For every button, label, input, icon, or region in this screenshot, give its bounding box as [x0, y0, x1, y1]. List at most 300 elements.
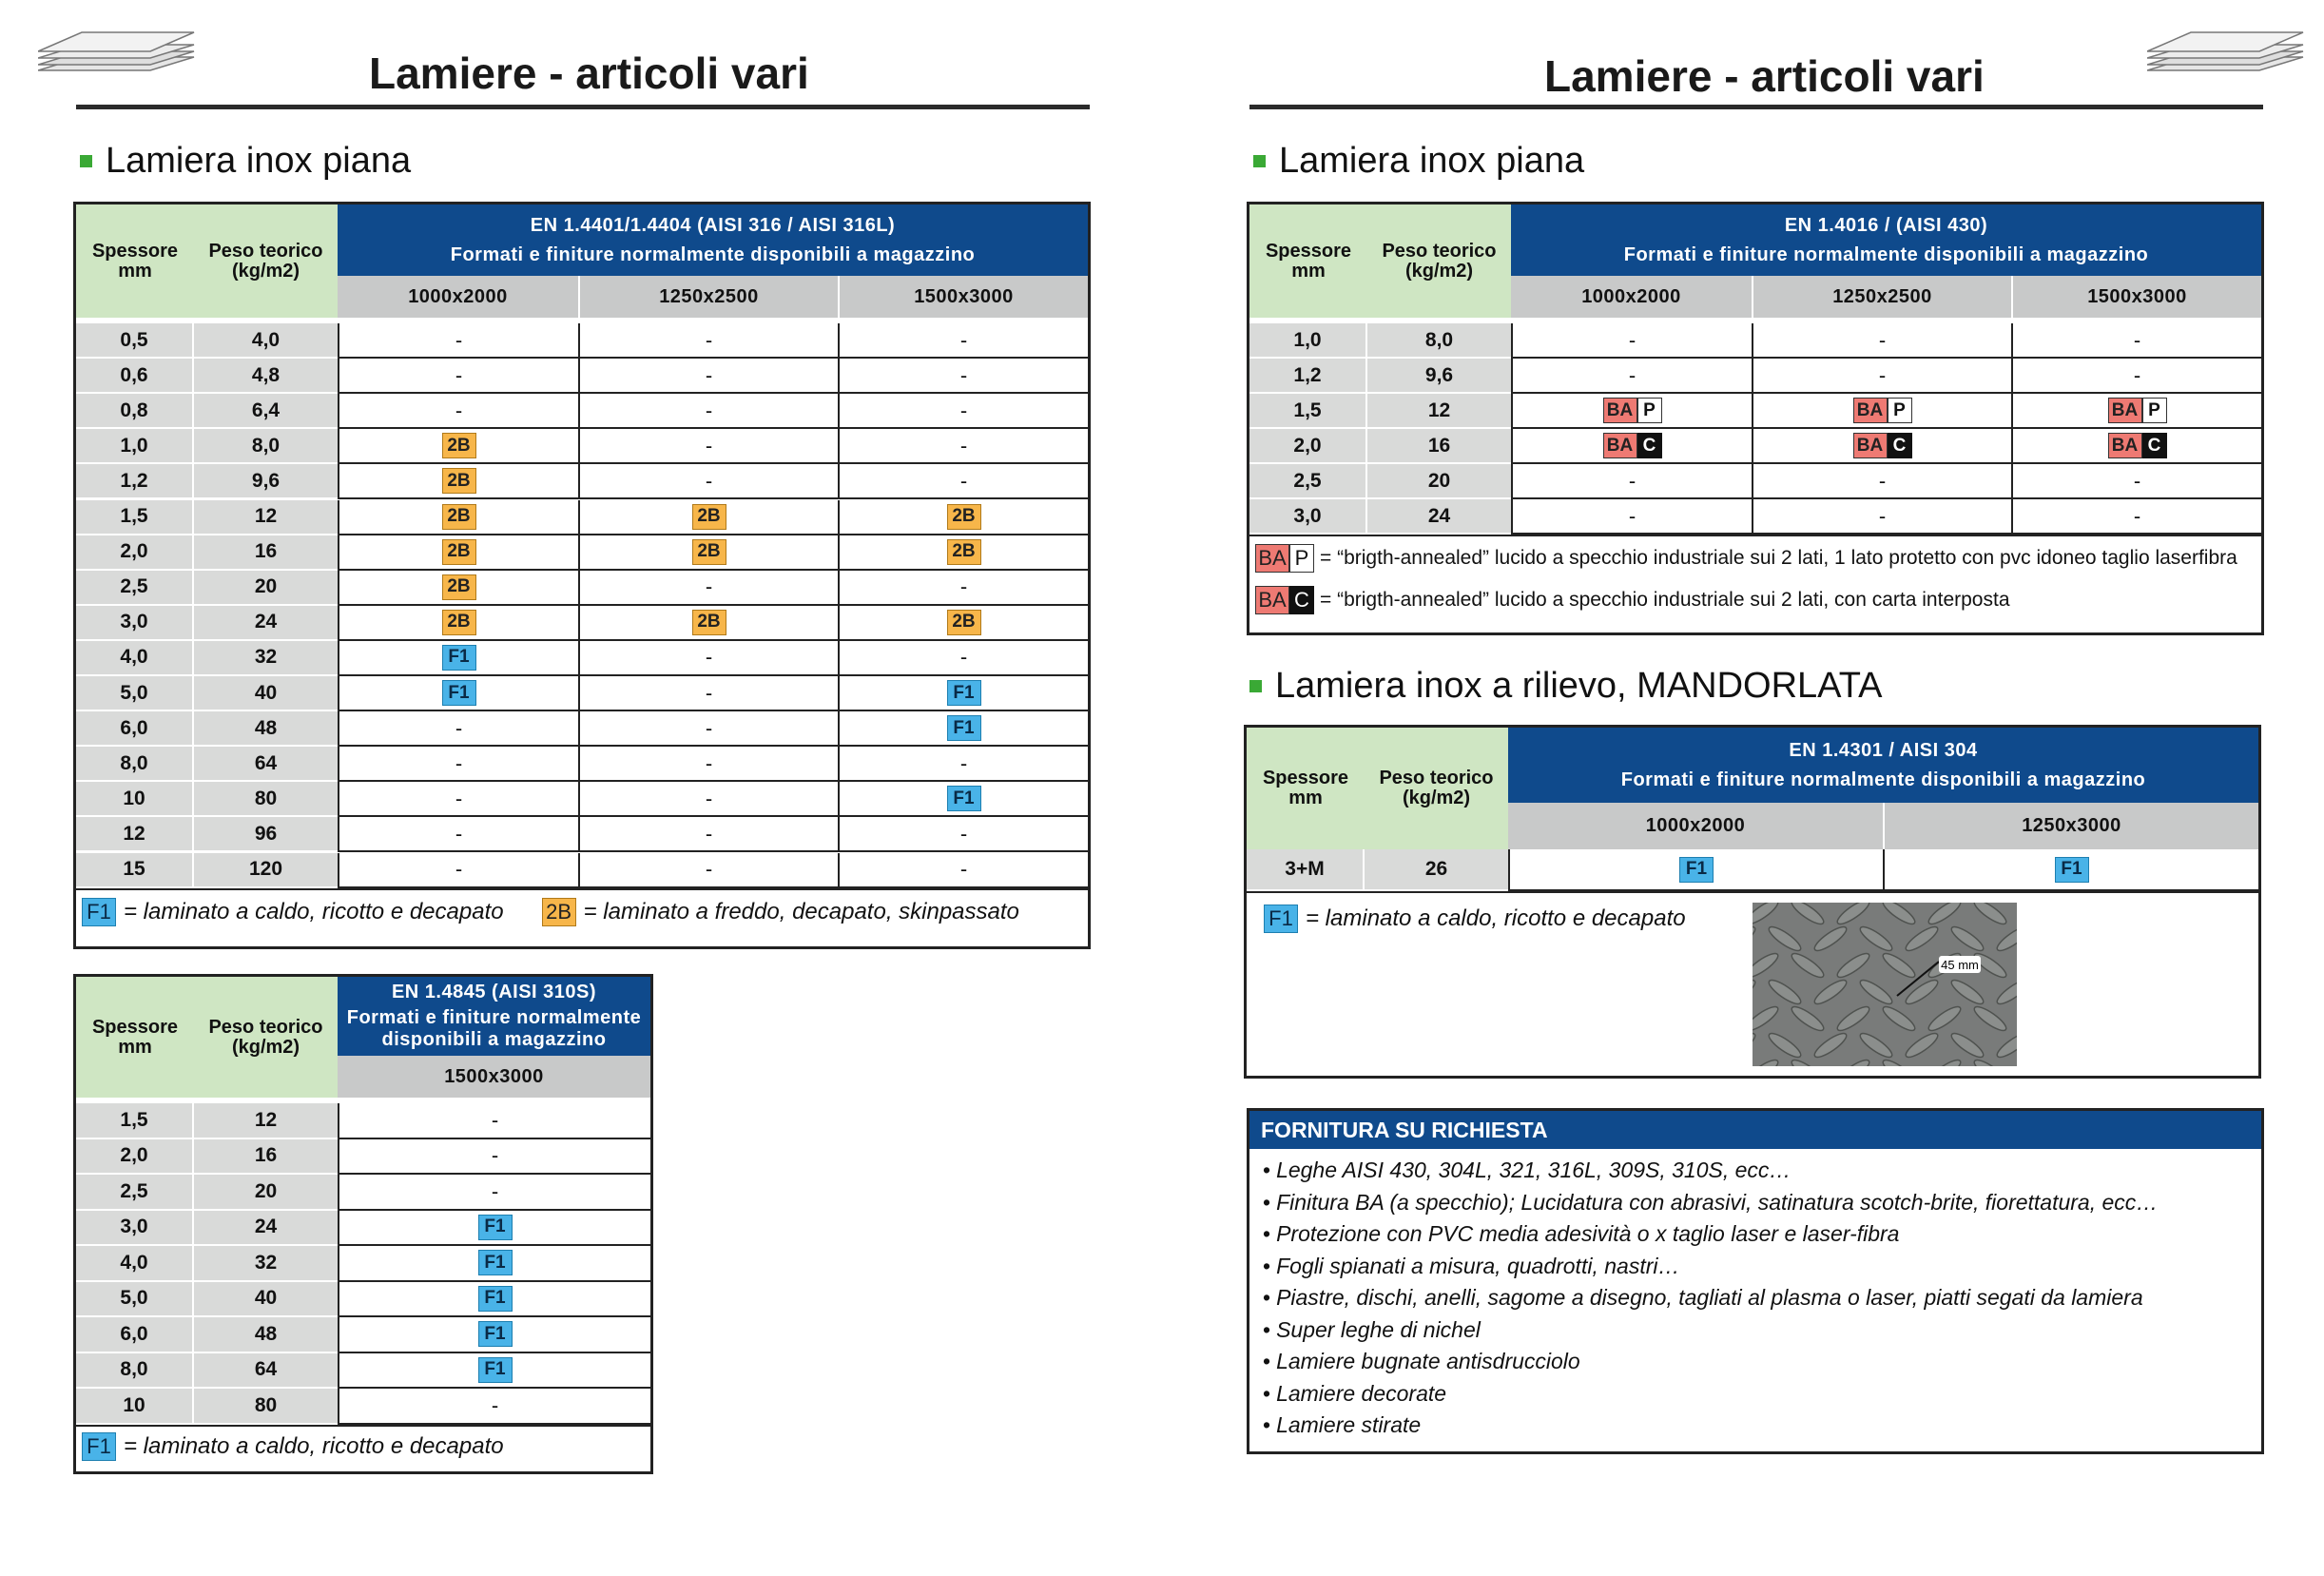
request-item: [1263, 1155, 2158, 1187]
value-cell: [338, 1282, 650, 1318]
value-cell: [1752, 429, 2011, 464]
finish-tag-ba: BA: [1853, 433, 1888, 458]
value-cell: [838, 641, 1088, 676]
dash-value: -: [705, 821, 713, 846]
spessore-cell: 1,2: [76, 464, 194, 499]
format-header: 1000x2000: [1508, 803, 1883, 849]
dash-value: -: [491, 1143, 499, 1168]
peso-label: Peso teorico: [1379, 768, 1494, 788]
spessore-cell: 4,0: [76, 1246, 194, 1282]
peso-unit: (kg/m2): [1404, 260, 1474, 282]
value-cell: [838, 676, 1088, 711]
value-cell: [578, 606, 838, 641]
dash-value: -: [1628, 503, 1636, 528]
format-header: 1250x3000: [1883, 803, 2258, 849]
finish-tag-pair: [1603, 398, 1662, 423]
value-cell: [338, 1246, 650, 1282]
spessore-cell: 3,0: [1249, 499, 1367, 535]
value-cell: [338, 641, 578, 676]
peso-cell: 32: [194, 1246, 338, 1282]
peso-cell: 9,6: [1367, 359, 1511, 394]
value-cell: [2011, 323, 2261, 359]
bullet-dot-icon: •: [1263, 1316, 1271, 1342]
value-cell: [838, 535, 1088, 571]
dash-value: -: [1878, 327, 1887, 352]
dash-value: -: [455, 715, 463, 740]
finish-tag-p: P: [2142, 398, 2167, 423]
request-item-text: Leghe AISI 430, 304L, 321, 316L, 309S, 310S, ecc…: [1276, 1158, 1791, 1182]
dash-value: -: [2133, 362, 2141, 387]
spessore-cell: 3,0: [76, 1211, 194, 1247]
value-cell: [1511, 323, 1752, 359]
spessore-cell: 0,5: [76, 323, 194, 359]
table-aisi-316: [73, 202, 1091, 949]
spessore-header: [76, 977, 194, 1098]
dash-value: -: [491, 1178, 499, 1203]
table-aisi-310s: [73, 974, 653, 1474]
value-cell: [838, 464, 1088, 499]
finish-tag-f1: F1: [82, 1432, 116, 1461]
value-cell: [338, 1211, 650, 1247]
value-cell: [2011, 499, 2261, 535]
value-cell: [1752, 464, 2011, 499]
peso-cell: 20: [194, 571, 338, 606]
section-heading: [80, 141, 411, 182]
dash-value: -: [455, 857, 463, 882]
legend-text: = laminato a caldo, ricotto e decapato: [1306, 905, 1686, 931]
request-item: [1263, 1251, 2158, 1283]
value-cell: [338, 1389, 650, 1425]
finish-tag-f1: F1: [1679, 857, 1714, 883]
request-box: [1247, 1108, 2264, 1454]
value-cell: [338, 1353, 650, 1390]
grade-header: [1508, 728, 2258, 803]
dash-value: -: [455, 750, 463, 775]
finish-tag-p: P: [1888, 398, 1912, 423]
value-cell: [338, 323, 578, 359]
dash-value: -: [959, 327, 968, 352]
dash-value: -: [455, 327, 463, 352]
peso-cell: 64: [194, 747, 338, 782]
peso-cell: 8,0: [194, 429, 338, 464]
value-cell: [338, 1317, 650, 1353]
format-header: 1000x2000: [338, 276, 578, 318]
value-cell: [578, 817, 838, 852]
bullet-dot-icon: •: [1263, 1380, 1271, 1406]
dash-value: -: [1878, 362, 1887, 387]
dash-value: -: [705, 468, 713, 493]
peso-cell: 6,4: [194, 394, 338, 429]
peso-unit: (kg/m2): [1402, 788, 1471, 808]
bullet-dot-icon: •: [1263, 1285, 1271, 1310]
availability-label: disponibili a magazzino: [381, 1029, 607, 1050]
peso-header: [1365, 728, 1508, 849]
section-heading: [1249, 666, 1882, 707]
dash-value: -: [959, 362, 968, 387]
peso-cell: 80: [194, 782, 338, 817]
value-cell: [838, 500, 1088, 535]
spessore-cell: 1,2: [1249, 359, 1367, 394]
finish-tag-2b: 2B: [692, 610, 726, 635]
legend-row: [1255, 586, 2010, 614]
dash-value: -: [2133, 468, 2141, 493]
finish-tag-f1: F1: [442, 680, 476, 706]
value-cell: [578, 853, 838, 888]
peso-cell: 96: [194, 817, 338, 852]
legend-text: = “brigth-annealed” lucido a specchio industriale sui 2 lati, 1 lato protetto con pvc idoneo taglio laserfibra: [1320, 547, 2237, 569]
spessore-cell: 4,0: [76, 641, 194, 676]
spessore-unit: mm: [1288, 788, 1323, 808]
peso-cell: 24: [194, 1211, 338, 1247]
dash-value: -: [705, 645, 713, 670]
dash-value: -: [1628, 468, 1636, 493]
finish-tag-2b: 2B: [947, 504, 981, 530]
value-cell: [338, 747, 578, 782]
spessore-cell: 1,0: [1249, 323, 1367, 359]
peso-cell: 24: [1367, 499, 1511, 535]
peso-cell: 16: [194, 535, 338, 571]
peso-cell: 9,6: [194, 464, 338, 499]
grade-label: EN 1.4301 / AISI 304: [1789, 739, 1978, 761]
peso-cell: 20: [194, 1175, 338, 1211]
finish-tag-c: C: [2142, 433, 2167, 458]
value-cell: [338, 1103, 650, 1139]
spessore-cell: 3+M: [1247, 849, 1365, 891]
peso-label: Peso teorico: [208, 240, 323, 262]
spessore-cell: 1,5: [76, 500, 194, 535]
checker-plate-photo: [1753, 903, 2017, 1066]
dash-value: -: [455, 786, 463, 810]
dash-value: -: [959, 645, 968, 670]
value-cell: [838, 817, 1088, 852]
finish-tag-pair: [1853, 398, 1912, 423]
bullet-dot-icon: •: [1263, 1412, 1271, 1437]
spessore-header: [1247, 728, 1365, 849]
dash-value: -: [959, 468, 968, 493]
dash-value: -: [959, 750, 968, 775]
dash-value: -: [705, 398, 713, 422]
legend-text: = laminato a caldo, ricotto e decapato: [124, 1432, 504, 1459]
value-cell: [838, 359, 1088, 394]
grade-header: [1511, 204, 2261, 276]
request-item: [1263, 1410, 2158, 1442]
green-bullet-icon: [80, 155, 92, 167]
finish-tag-2b: 2B: [442, 574, 476, 600]
title-rule: [76, 105, 1090, 109]
value-cell: [338, 1175, 650, 1211]
spessore-unit: mm: [118, 260, 152, 282]
value-cell: [1508, 849, 1883, 891]
request-item: [1263, 1187, 2158, 1219]
request-item: [1263, 1378, 2158, 1411]
finish-tag-p: P: [1289, 544, 1314, 573]
peso-cell: 4,8: [194, 359, 338, 394]
value-cell: [578, 676, 838, 711]
value-cell: [578, 571, 838, 606]
request-item: [1263, 1218, 2158, 1251]
title-rule: [1249, 105, 2263, 109]
finish-tag-f1: F1: [478, 1321, 513, 1347]
dash-value: -: [2133, 327, 2141, 352]
spessore-header: [76, 204, 194, 318]
legend-row: [82, 1432, 504, 1461]
value-cell: [838, 394, 1088, 429]
finish-tag-2b: 2B: [947, 539, 981, 565]
dash-value: -: [2133, 503, 2141, 528]
request-item-text: Fogli spianati a misura, quadrotti, nastri…: [1276, 1253, 1680, 1278]
value-cell: [578, 711, 838, 747]
availability-label: Formati e finiture normalmente: [346, 1007, 642, 1028]
spessore-cell: 8,0: [76, 747, 194, 782]
peso-cell: 8,0: [1367, 323, 1511, 359]
value-cell: [578, 359, 838, 394]
finish-tag-2b: 2B: [542, 898, 576, 926]
request-item-text: Lamiere decorate: [1276, 1380, 1447, 1406]
format-header: 1250x2500: [578, 276, 838, 318]
request-item-text: Lamiere stirate: [1276, 1412, 1422, 1437]
finish-tag-ba: BA: [2108, 398, 2142, 423]
finish-tag-f1: F1: [1264, 905, 1298, 933]
value-cell: [838, 747, 1088, 782]
finish-tag-2b: 2B: [442, 504, 476, 530]
value-cell: [2011, 394, 2261, 429]
dash-value: -: [705, 327, 713, 352]
legend-row: [82, 898, 1019, 926]
finish-tag-f1: F1: [478, 1286, 513, 1312]
spessore-cell: 3,0: [76, 606, 194, 641]
dash-value: -: [705, 715, 713, 740]
format-header: 1500x3000: [338, 1056, 650, 1098]
spessore-label: Spessore: [1265, 240, 1352, 262]
finish-tag-f1: F1: [947, 680, 981, 706]
dash-value: -: [455, 821, 463, 846]
peso-header: [194, 977, 338, 1098]
finish-tag-ba: BA: [1603, 398, 1637, 423]
value-cell: [2011, 464, 2261, 499]
request-item: [1263, 1346, 2158, 1378]
value-cell: [338, 464, 578, 499]
format-header: 1250x2500: [1752, 276, 2011, 318]
value-cell: [838, 853, 1088, 888]
finish-tag-pair: [2108, 398, 2167, 423]
spessore-unit: mm: [118, 1036, 152, 1058]
value-cell: [578, 782, 838, 817]
spessore-label: Spessore: [91, 240, 179, 262]
spessore-cell: 15: [76, 853, 194, 888]
spessore-cell: 6,0: [76, 711, 194, 747]
availability-label: Formati e finiture normalmente disponibili a magazzino: [1623, 243, 2149, 265]
spessore-unit: mm: [1291, 260, 1326, 282]
dash-value: -: [455, 362, 463, 387]
table-divider: [76, 1425, 650, 1427]
finish-tag-2b: 2B: [442, 433, 476, 458]
value-cell: [338, 500, 578, 535]
value-cell: [338, 606, 578, 641]
peso-cell: 12: [1367, 394, 1511, 429]
measure-label: 45 mm: [1941, 958, 1979, 972]
value-cell: [1752, 499, 2011, 535]
format-header: 1500x3000: [2011, 276, 2261, 318]
spessore-label: Spessore: [91, 1016, 179, 1038]
grade-label: EN 1.4401/1.4404 (AISI 316 / AISI 316L): [530, 214, 896, 236]
spessore-cell: 5,0: [76, 676, 194, 711]
value-cell: [578, 747, 838, 782]
peso-cell: 12: [194, 1103, 338, 1139]
dash-value: -: [705, 857, 713, 882]
finish-tag-f1: F1: [2055, 857, 2089, 883]
dash-value: -: [1628, 362, 1636, 387]
request-item-text: Super leghe di nichel: [1276, 1316, 1481, 1342]
request-item: [1263, 1282, 2158, 1314]
value-cell: [578, 500, 838, 535]
peso-unit: (kg/m2): [231, 260, 300, 282]
availability-label: Formati e finiture normalmente disponibili a magazzino: [450, 243, 976, 265]
value-cell: [338, 711, 578, 747]
dash-value: -: [705, 680, 713, 705]
finish-tag-2b: 2B: [947, 610, 981, 635]
peso-cell: 40: [194, 1282, 338, 1318]
dash-value: -: [491, 1107, 499, 1132]
spessore-cell: 2,0: [1249, 429, 1367, 464]
bullet-dot-icon: •: [1263, 1189, 1271, 1215]
peso-cell: 80: [194, 1389, 338, 1425]
value-cell: [1511, 499, 1752, 535]
grade-label: EN 1.4016 / (AISI 430): [1784, 214, 1988, 236]
bullet-dot-icon: •: [1263, 1158, 1271, 1182]
legend-row: [1255, 544, 2237, 573]
value-cell: [338, 817, 578, 852]
request-item: [1263, 1314, 2158, 1347]
value-cell: [578, 394, 838, 429]
peso-cell: 48: [194, 1317, 338, 1353]
finish-tag-pair: [1603, 433, 1662, 458]
bullet-dot-icon: •: [1263, 1221, 1271, 1246]
value-cell: [838, 782, 1088, 817]
finish-tag-2b: 2B: [442, 539, 476, 565]
value-cell: [338, 535, 578, 571]
finish-tag-p: P: [1637, 398, 1662, 423]
request-title: FORNITURA SU RICHIESTA: [1249, 1111, 2261, 1149]
section-heading-text: Lamiera inox a rilievo, MANDORLATA: [1275, 666, 1883, 706]
value-cell: [838, 571, 1088, 606]
value-cell: [838, 711, 1088, 747]
spessore-header: [1249, 204, 1367, 318]
finish-tag-2b: 2B: [442, 610, 476, 635]
legend-text: = “brigth-annealed” lucido a specchio industriale sui 2 lati, con carta interposta: [1320, 589, 2010, 611]
finish-tag-ba: BA: [1853, 398, 1888, 423]
finish-tag-ba: BA: [1255, 544, 1289, 573]
spessore-cell: 1,5: [1249, 394, 1367, 429]
value-cell: [338, 429, 578, 464]
dash-value: -: [1878, 503, 1887, 528]
finish-tag-2b: 2B: [692, 539, 726, 565]
value-cell: [1883, 849, 2258, 891]
spessore-cell: 2,5: [76, 571, 194, 606]
peso-cell: 120: [194, 853, 338, 888]
value-cell: [838, 606, 1088, 641]
peso-cell: 4,0: [194, 323, 338, 359]
value-cell: [1511, 464, 1752, 499]
bullet-dot-icon: •: [1263, 1349, 1271, 1373]
spessore-cell: 6,0: [76, 1317, 194, 1353]
finish-tag-2b: 2B: [692, 504, 726, 530]
peso-header: [1367, 204, 1511, 318]
page-title: Lamiere - articoli vari: [369, 49, 809, 98]
peso-cell: 48: [194, 711, 338, 747]
sheet-stack-icon: [2147, 29, 2304, 78]
value-cell: [2011, 359, 2261, 394]
finish-tag-f1: F1: [947, 786, 981, 811]
spessore-cell: 0,8: [76, 394, 194, 429]
request-item-text: Piastre, dischi, anelli, sagome a disegno, tagliati al plasma o laser, piatti segati da lamiera: [1276, 1285, 2143, 1310]
peso-label: Peso teorico: [208, 1016, 323, 1038]
table-divider: [76, 888, 1088, 890]
dash-value: -: [959, 574, 968, 599]
format-header: 1500x3000: [838, 276, 1088, 318]
peso-cell: 16: [1367, 429, 1511, 464]
table-divider: [1249, 535, 2261, 536]
grade-label: EN 1.4845 (AISI 310S): [391, 982, 597, 1002]
dash-value: -: [1628, 327, 1636, 352]
dash-value: -: [959, 821, 968, 846]
value-cell: [338, 394, 578, 429]
dash-value: -: [705, 786, 713, 810]
value-cell: [338, 571, 578, 606]
dash-value: -: [959, 398, 968, 422]
bullet-dot-icon: •: [1263, 1253, 1271, 1278]
dash-value: -: [455, 398, 463, 422]
legend-text: = laminato a caldo, ricotto e decapato: [124, 898, 504, 924]
value-cell: [578, 464, 838, 499]
value-cell: [338, 853, 578, 888]
table-divider: [1247, 891, 2258, 893]
grade-header: [338, 977, 650, 1056]
value-cell: [1511, 359, 1752, 394]
finish-tag-2b: 2B: [442, 468, 476, 494]
finish-tag-f1: F1: [478, 1215, 513, 1240]
finish-tag-f1: F1: [478, 1357, 513, 1383]
spessore-cell: 10: [76, 1389, 194, 1425]
finish-tag-f1: F1: [478, 1250, 513, 1275]
peso-unit: (kg/m2): [231, 1036, 300, 1058]
request-list: [1263, 1155, 2158, 1442]
value-cell: [1752, 394, 2011, 429]
availability-label: Formati e finiture normalmente disponibili a magazzino: [1620, 769, 2146, 790]
spessore-cell: 12: [76, 817, 194, 852]
dash-value: -: [1878, 468, 1887, 493]
finish-tag-f1: F1: [442, 645, 476, 671]
dash-value: -: [959, 433, 968, 457]
value-cell: [338, 676, 578, 711]
value-cell: [578, 535, 838, 571]
value-cell: [338, 782, 578, 817]
value-cell: [338, 1139, 650, 1176]
peso-cell: 20: [1367, 464, 1511, 499]
grade-header: [338, 204, 1088, 276]
finish-tag-pair: [1853, 433, 1912, 458]
peso-cell: 64: [194, 1353, 338, 1390]
value-cell: [838, 323, 1088, 359]
sheet-stack-icon: [38, 29, 195, 78]
dash-value: -: [491, 1392, 499, 1417]
finish-tag-pair: [2108, 433, 2167, 458]
peso-cell: 32: [194, 641, 338, 676]
peso-cell: 40: [194, 676, 338, 711]
value-cell: [578, 429, 838, 464]
value-cell: [1511, 394, 1752, 429]
dash-value: -: [959, 857, 968, 882]
spessore-cell: 2,5: [76, 1175, 194, 1211]
